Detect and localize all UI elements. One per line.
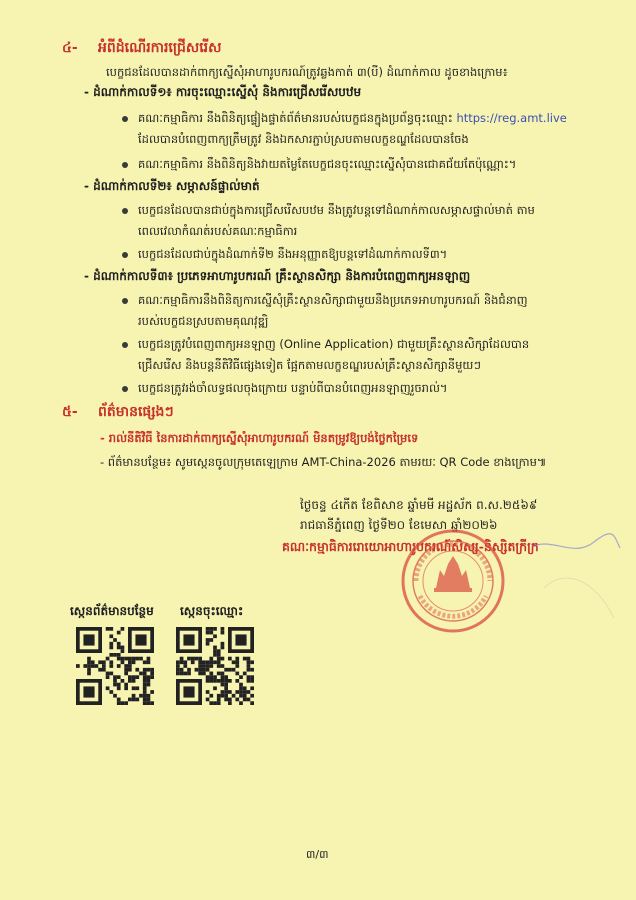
phase-1-bullet-1-text: គណៈកម្មាធិការ នឹងពិនិត្យផ្ទៀងផ្ទាត់ព័ត៌មានរបស់បេក្ខជនក្នុងប្រព័ន្ធចុះឈ្មោះ bbox=[138, 111, 453, 125]
section-5-item-2: - ព័ត៌មានបន្ថែម៖ សូមស្កេនចូលក្រុមតេឡេក្រាម AMT-China-2026 តាមរយៈ QR Code ខាងក្រោម៕ bbox=[100, 455, 547, 469]
phase-2-bullet-1-line1: បេក្ខជនដែលបានជាប់ក្នុងការជ្រើសរើសបឋម នឹងត្រូវបន្តទៅដំណាក់កាលសម្ភាសផ្ទាល់មាត់ តាម bbox=[138, 203, 535, 217]
section-5-number: ៥- bbox=[62, 404, 78, 420]
page-number: ៣/៣ bbox=[306, 848, 329, 861]
phase-3-bullet-2 bbox=[138, 334, 598, 376]
official-seal-icon bbox=[398, 526, 508, 636]
section-4-number: ៤- bbox=[62, 40, 78, 56]
section-5-heading bbox=[62, 402, 174, 423]
phase-3-bullet-2-line1: បេក្ខជនត្រូវបំពេញពាក្យអនឡាញ (Online Application) ជាមួយគ្រឹះស្ថានសិក្សាដែលបាន bbox=[138, 337, 530, 351]
phase-3-bullet-2-line2: ជ្រើសរើស និងបន្តនីតិវិធីផ្សេងទៀត ផ្អែកតាមលក្ខខណ្ឌរបស់គ្រឹះស្ថានសិក្សានីមួយៗ bbox=[138, 358, 481, 372]
phase-3-title: - ដំណាក់កាលទី៣៖ ប្រភេទអាហារូបករណ៍ គ្រឹះស្ថានសិក្សា និងការបំពេញពាក្យអនឡាញ bbox=[84, 269, 471, 283]
phase-3-bullet-1-line1: គណៈកម្មាធិការនឹងពិនិត្យការស្នើសុំគ្រឹះស្ថានសិក្សាជាមួយនឹងប្រភេទអាហារូបករណ៍ និងជំនាញ bbox=[138, 293, 528, 307]
phase-1-bullet-2: គណៈកម្មាធិការ នឹងពិនិត្យនិងវាយតម្លៃតែបេក្ខជនចុះឈ្មោះស្នើសុំបានជោគជ័យតែប៉ុណ្ណោះ។ bbox=[138, 154, 516, 175]
qr-label-register: ស្កេនចុះឈ្មោះ bbox=[180, 604, 244, 618]
section-4-title: អំពីដំណើរការជ្រើសរើស bbox=[98, 40, 222, 56]
qr-code-info-icon[interactable] bbox=[76, 627, 154, 705]
phase-1-bullet-1-line2: ដែលបានបំពេញពាក្យត្រឹមត្រូវ និងឯកសារភ្ជាប់ស្របតាមលក្ខខណ្ឌដែលបានចែង bbox=[138, 132, 469, 146]
phase-2-bullet-1-line2: ពេលវេលាកំណត់របស់គណៈកម្មាធិការ bbox=[138, 224, 298, 238]
qr-label-info: ស្កេនព័ត៌មានបន្ថែម bbox=[70, 604, 154, 618]
phase-1-bullet-1 bbox=[138, 108, 598, 150]
phase-2-title: - ដំណាក់កាលទី២៖ សម្ភាសន៍ផ្ទាល់មាត់ bbox=[84, 179, 260, 193]
section-5-item-1: - រាល់នីតិវិធី នៃការដាក់ពាក្យស្នើសុំអាហារូបករណ៍ មិនតម្រូវឱ្យបង់ថ្លៃកម្រៃទេ bbox=[100, 431, 419, 445]
signature-scribble-icon bbox=[524, 528, 624, 638]
phase-3-bullet-3: បេក្ខជនត្រូវរង់ចាំលទ្ធផលចុងក្រោយ បន្ទាប់ពីបានបំពេញអនឡាញរួចរាល់។ bbox=[138, 378, 448, 399]
section-4-heading bbox=[62, 38, 221, 59]
phase-1-title: - ដំណាក់កាលទី១៖ ការចុះឈ្មោះស្នើសុំ និងការជ្រើសរើសបឋម bbox=[84, 85, 362, 99]
section-4-intro: បេក្ខជនដែលបានដាក់ពាក្យស្នើសុំអាហារូបករណ៍ត្រូវឆ្លងកាត់ ៣(បី) ដំណាក់កាល ដូចខាងក្រោម៖ bbox=[106, 65, 508, 79]
section-5-title: ព័ត៌មានផ្សេងៗ bbox=[98, 404, 174, 420]
committee-name: គណៈកម្មាធិការរោយោអាហារូបករណ៍សិស្ស-និស្សិតក្រីក្រ bbox=[282, 539, 539, 554]
phase-3-bullet-1 bbox=[138, 290, 598, 332]
registration-link[interactable]: https://reg.amt.live bbox=[456, 111, 567, 125]
lunar-date: ថ្ងៃចន្ទ ៤កើត ខែពិសាខ ឆ្នាំមមី អដ្ឋស័ក ព.ស.២៥៦៩ bbox=[300, 498, 538, 512]
phase-3-bullet-1-line2: របស់បេក្ខជនស្របតាមគុណវុឌ្ឍិ bbox=[138, 314, 269, 328]
qr-code-register-icon[interactable] bbox=[176, 627, 254, 705]
phase-2-bullet-1 bbox=[138, 200, 598, 242]
gregorian-date: រាជធានីភ្នំពេញ ថ្ងៃទី២០ ខែមេសា ឆ្នាំ២០២៦ bbox=[300, 518, 498, 532]
phase-2-bullet-2: បេក្ខជនដែលជាប់ក្នុងដំណាក់ទី២ នឹងអនុញ្ញាតឱ្យបន្តទៅដំណាក់កាលទី៣។ bbox=[138, 244, 447, 265]
